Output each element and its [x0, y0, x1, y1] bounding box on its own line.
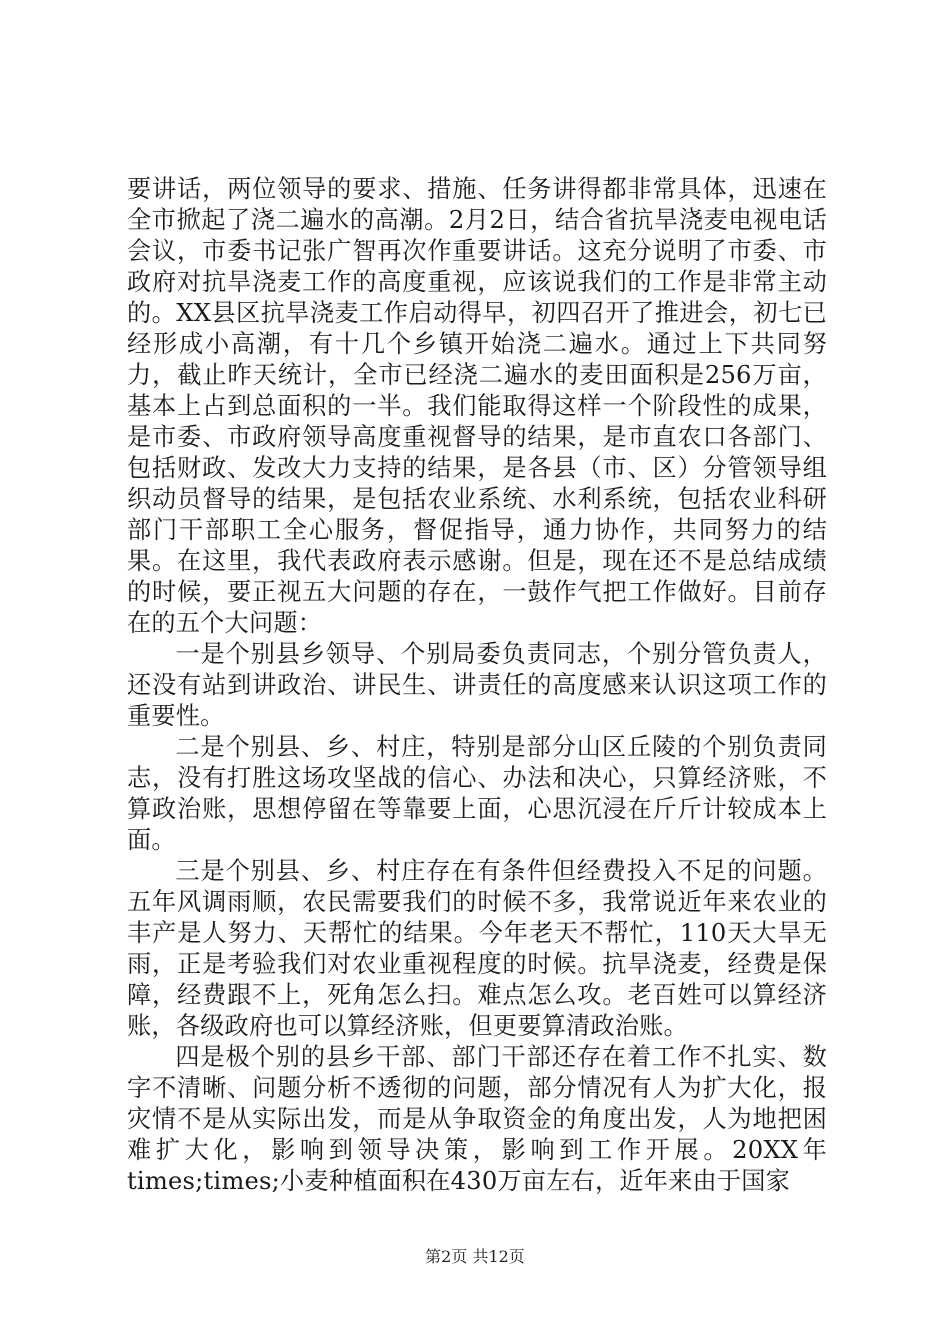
- paragraph-problem-1: 一是个别县乡领导、个别局委负责同志，个别分管负责人，还没有站到讲政治、讲民生、讲责任的高度感来认识这项工作的重要性。: [127, 640, 827, 730]
- document-body: [127, 174, 827, 1197]
- paragraph-problem-2: 二是个别县、乡、村庄，特别是部分山区丘陵的个别负责同志，没有打胜这场攻坚战的信心、办法和决心，只算经济账，不算政治账，思想停留在等靠要上面，心思沉浸在斤斤计较成本上面。: [127, 733, 827, 854]
- paragraph-intro: 要讲话，两位领导的要求、措施、任务讲得都非常具体，迅速在全市掀起了浇二遍水的高潮。2月2日，结合省抗旱浇麦电视电话会议，市委书记张广智再次作重要讲话。这充分说明了市委、市政府对抗旱浇麦工作的高度重视，应该说我们的工作是非常主动的。XX县区抗旱浇麦工作启动得早，初四召开了推进会，初七已经形成小高潮，有十几个乡镇开始浇二遍水。通过上下共同努力，截止昨天统计，全市已经浇二遍水的麦田面积是256万亩，基本上占到总面积的一半。我们能取得这样一个阶段性的成果，是市委、市政府领导高度重视督导的结果，是市直农口各部门、包括财政、发改大力支持的结果，是各县（市、区）分管领导组织动员督导的结果，是包括农业系统、水利系统，包括农业科研部门干部职工全心服务，督促指导，通力协作，共同努力的结果。在这里，我代表政府表示感谢。但是，现在还不是总结成绩的时候，要正视五大问题的存在，一鼓作气把工作做好。目前存在的五个大问题：: [127, 175, 827, 637]
- page-number-footer: 第2页 共12页: [425, 1247, 525, 1266]
- paragraph-problem-4: 四是极个别的县乡干部、部门干部还存在着工作不扎实、数字不清晰、问题分析不透彻的问题，部分情况有人为扩大化，报灾情不是从实际出发，而是从争取资金的角度出发，人为地把困难扩大化，影响到领导决策，影响到工作开展。20XX年times;times;小麦种植面积在430万亩左右，近年来由于国家: [127, 1043, 827, 1195]
- paragraph-problem-3: 三是个别县、乡、村庄存在有条件但经费投入不足的问题。五年风调雨顺，农民需要我们的时候不多，我常说近年来农业的丰产是人努力、天帮忙的结果。今年老天不帮忙，110天大旱无雨，正是考验我们对农业重视程度的时候。抗旱浇麦，经费是保障，经费跟不上，死角怎么扫。难点怎么攻。老百姓可以算经济账，各级政府也可以算经济账，但更要算清政治账。: [127, 857, 827, 1040]
